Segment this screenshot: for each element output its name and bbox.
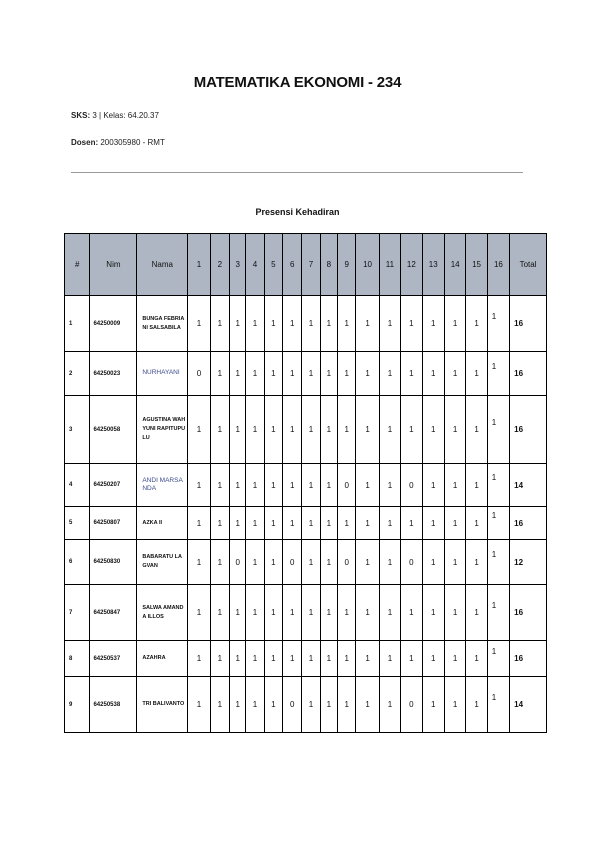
column-header: 1: [188, 234, 210, 296]
attendance-cell: 1: [246, 585, 264, 641]
attendance-cell: 1: [422, 641, 444, 677]
dosen-label: Dosen:: [71, 138, 99, 147]
attendance-cell: 1: [230, 352, 246, 396]
attendance-cell: 1: [356, 585, 379, 641]
attendance-cell: 1: [188, 296, 210, 352]
attendance-cell: 1: [401, 396, 422, 464]
attendance-value: 1: [491, 473, 497, 482]
student-nim: 64250807: [90, 507, 137, 540]
column-header: 14: [444, 234, 465, 296]
attendance-cell: 1: [230, 677, 246, 733]
sks-value: 3 | Kelas: 64.20.37: [92, 111, 159, 120]
student-name: NURHAYANI: [137, 352, 188, 396]
attendance-cell: 1: [188, 585, 210, 641]
attendance-cell: 1: [379, 540, 400, 585]
student-nim: 64250207: [90, 464, 137, 507]
attendance-cell: 1: [264, 352, 282, 396]
attendance-cell: 1: [466, 641, 487, 677]
column-header: 4: [246, 234, 264, 296]
attendance-cell: 1: [210, 464, 229, 507]
attendance-cell: 1: [283, 585, 302, 641]
attendance-cell: [487, 585, 509, 641]
attendance-cell: 1: [230, 464, 246, 507]
student-name: AZAHRA: [137, 641, 188, 677]
attendance-cell: 1: [444, 352, 465, 396]
attendance-cell: 1: [230, 585, 246, 641]
column-header: 10: [356, 234, 379, 296]
attendance-cell: 1: [320, 464, 337, 507]
attendance-cell: 1: [188, 540, 210, 585]
attendance-cell: 0: [401, 464, 422, 507]
attendance-cell: 1: [283, 396, 302, 464]
column-header: Nim: [90, 234, 137, 296]
section-title: Presensi Kehadiran: [255, 207, 340, 217]
attendance-cell: [487, 507, 509, 540]
attendance-cell: 1: [444, 464, 465, 507]
table-row: [65, 296, 547, 352]
attendance-cell: [487, 641, 509, 677]
table-row: [65, 464, 547, 507]
attendance-cell: 1: [466, 585, 487, 641]
student-nim: 64250538: [90, 677, 137, 733]
attendance-cell: 1: [466, 352, 487, 396]
divider: [71, 172, 523, 173]
row-number: 3: [65, 396, 90, 464]
sks-info: [71, 111, 159, 120]
attendance-cell: 1: [188, 396, 210, 464]
total-cell: 16: [510, 641, 547, 677]
attendance-cell: 1: [356, 352, 379, 396]
student-name: TRI BALIVANTO: [137, 677, 188, 733]
attendance-cell: 1: [210, 585, 229, 641]
attendance-cell: 1: [302, 540, 320, 585]
column-header: #: [65, 234, 90, 296]
attendance-cell: [487, 464, 509, 507]
attendance-cell: 1: [246, 507, 264, 540]
student-nim: 64250847: [90, 585, 137, 641]
attendance-cell: 1: [356, 296, 379, 352]
attendance-cell: 1: [379, 396, 400, 464]
attendance-cell: 1: [264, 677, 282, 733]
attendance-cell: 1: [264, 540, 282, 585]
attendance-cell: 1: [320, 540, 337, 585]
attendance-cell: 1: [246, 540, 264, 585]
attendance-cell: 1: [210, 540, 229, 585]
attendance-cell: 1: [444, 540, 465, 585]
attendance-cell: [487, 540, 509, 585]
attendance-cell: 1: [401, 296, 422, 352]
attendance-cell: 1: [444, 507, 465, 540]
attendance-cell: 0: [283, 540, 302, 585]
attendance-cell: 1: [188, 464, 210, 507]
attendance-cell: 1: [401, 507, 422, 540]
total-cell: 16: [510, 585, 547, 641]
table-row: [65, 540, 547, 585]
attendance-cell: 1: [356, 464, 379, 507]
total-cell: 16: [510, 396, 547, 464]
attendance-cell: 1: [379, 641, 400, 677]
attendance-cell: 1: [264, 585, 282, 641]
column-header: Nama: [137, 234, 188, 296]
attendance-cell: 1: [283, 464, 302, 507]
row-number: 2: [65, 352, 90, 396]
total-cell: 14: [510, 464, 547, 507]
attendance-cell: 1: [338, 641, 356, 677]
attendance-cell: 1: [444, 396, 465, 464]
page-title: MATEMATIKA EKONOMI - 234: [193, 74, 402, 91]
attendance-cell: 1: [356, 396, 379, 464]
attendance-cell: [487, 352, 509, 396]
attendance-cell: 1: [246, 396, 264, 464]
attendance-cell: 1: [379, 585, 400, 641]
attendance-cell: 1: [283, 507, 302, 540]
attendance-cell: 1: [188, 677, 210, 733]
attendance-cell: 0: [230, 540, 246, 585]
row-number: 4: [65, 464, 90, 507]
column-header: 3: [230, 234, 246, 296]
attendance-cell: 1: [466, 396, 487, 464]
table-row: [65, 641, 547, 677]
row-number: 1: [65, 296, 90, 352]
attendance-cell: 1: [466, 507, 487, 540]
attendance-cell: 0: [188, 352, 210, 396]
attendance-cell: 1: [379, 464, 400, 507]
attendance-cell: 1: [401, 352, 422, 396]
student-nim: 64250537: [90, 641, 137, 677]
attendance-cell: 1: [338, 352, 356, 396]
attendance-value: 1: [491, 511, 497, 520]
column-header: 8: [320, 234, 337, 296]
attendance-cell: 1: [230, 641, 246, 677]
student-nim: 64250023: [90, 352, 137, 396]
attendance-cell: 1: [302, 507, 320, 540]
column-header: 13: [422, 234, 444, 296]
attendance-cell: 1: [320, 396, 337, 464]
column-header: 7: [302, 234, 320, 296]
attendance-value: 1: [491, 361, 497, 371]
attendance-cell: 1: [356, 540, 379, 585]
attendance-cell: 1: [302, 464, 320, 507]
attendance-cell: 1: [302, 641, 320, 677]
attendance-cell: 1: [379, 296, 400, 352]
column-header: 12: [401, 234, 422, 296]
column-header: 16: [487, 234, 509, 296]
attendance-cell: [487, 677, 509, 733]
column-header: 11: [379, 234, 400, 296]
row-number: 8: [65, 641, 90, 677]
attendance-cell: 1: [264, 396, 282, 464]
attendance-cell: 1: [466, 296, 487, 352]
attendance-cell: 1: [302, 296, 320, 352]
attendance-cell: 1: [466, 540, 487, 585]
attendance-cell: 1: [379, 352, 400, 396]
row-number: 7: [65, 585, 90, 641]
column-header: 5: [264, 234, 282, 296]
sks-label: SKS:: [71, 111, 91, 120]
attendance-cell: 1: [283, 296, 302, 352]
column-header: 6: [283, 234, 302, 296]
attendance-cell: 1: [283, 352, 302, 396]
attendance-cell: 1: [264, 507, 282, 540]
column-header: 2: [210, 234, 229, 296]
attendance-cell: 1: [379, 677, 400, 733]
student-name: BABARATU LAGVAN: [137, 540, 188, 585]
attendance-cell: 1: [230, 507, 246, 540]
row-number: 6: [65, 540, 90, 585]
attendance-cell: 1: [210, 507, 229, 540]
attendance-cell: 1: [338, 677, 356, 733]
attendance-cell: 1: [210, 296, 229, 352]
attendance-cell: 1: [302, 677, 320, 733]
attendance-cell: 1: [356, 507, 379, 540]
attendance-cell: 0: [401, 540, 422, 585]
attendance-cell: 1: [264, 464, 282, 507]
attendance-cell: [487, 296, 509, 352]
attendance-cell: 1: [246, 464, 264, 507]
dosen-value: 200305980 - RMT: [100, 138, 165, 147]
attendance-cell: 1: [210, 396, 229, 464]
table-row: [65, 677, 547, 733]
attendance-cell: 1: [466, 677, 487, 733]
attendance-cell: 1: [230, 396, 246, 464]
attendance-cell: 0: [401, 677, 422, 733]
attendance-cell: 1: [246, 677, 264, 733]
attendance-cell: 0: [338, 540, 356, 585]
attendance-cell: 1: [444, 296, 465, 352]
attendance-cell: 1: [264, 641, 282, 677]
attendance-cell: 1: [320, 352, 337, 396]
attendance-cell: 1: [320, 585, 337, 641]
attendance-cell: 1: [356, 677, 379, 733]
attendance-cell: 1: [422, 352, 444, 396]
attendance-cell: 1: [401, 585, 422, 641]
attendance-cell: 1: [210, 677, 229, 733]
total-cell: 16: [510, 352, 547, 396]
student-nim: 64250058: [90, 396, 137, 464]
table-body: [65, 296, 547, 733]
attendance-cell: 1: [422, 296, 444, 352]
attendance-cell: 1: [246, 296, 264, 352]
attendance-cell: 1: [338, 396, 356, 464]
attendance-cell: 1: [230, 296, 246, 352]
dosen-info: [71, 138, 165, 147]
attendance-cell: 1: [401, 641, 422, 677]
attendance-value: 1: [491, 692, 497, 702]
attendance-cell: 1: [302, 352, 320, 396]
attendance-value: 1: [491, 646, 497, 656]
attendance-cell: 1: [320, 677, 337, 733]
attendance-cell: 1: [338, 585, 356, 641]
attendance-cell: 1: [188, 641, 210, 677]
attendance-cell: 1: [444, 585, 465, 641]
attendance-cell: 1: [264, 296, 282, 352]
student-name: ANDI MARSANDA: [137, 464, 188, 507]
attendance-cell: 0: [283, 677, 302, 733]
student-name: AZKA II: [137, 507, 188, 540]
table-row: [65, 352, 547, 396]
total-cell: 14: [510, 677, 547, 733]
attendance-value: 1: [491, 600, 497, 610]
attendance-cell: 1: [246, 641, 264, 677]
table-header-row: [65, 234, 547, 296]
attendance-cell: 1: [302, 396, 320, 464]
attendance-cell: 1: [422, 585, 444, 641]
column-header: 9: [338, 234, 356, 296]
student-name: AGUSTINA WAHYUNI RAPITUPULU: [137, 396, 188, 464]
attendance-cell: 1: [466, 464, 487, 507]
total-cell: 16: [510, 507, 547, 540]
attendance-cell: 1: [246, 352, 264, 396]
attendance-cell: 1: [422, 677, 444, 733]
attendance-cell: 1: [188, 507, 210, 540]
attendance-cell: 1: [320, 296, 337, 352]
attendance-cell: 1: [320, 641, 337, 677]
student-name: BUNGA FEBRIANI SALSABILA: [137, 296, 188, 352]
attendance-value: 1: [491, 417, 497, 427]
total-cell: 12: [510, 540, 547, 585]
attendance-cell: 1: [356, 641, 379, 677]
attendance-value: 1: [491, 311, 497, 321]
attendance-table: [64, 233, 547, 733]
attendance-cell: 0: [338, 464, 356, 507]
attendance-cell: 1: [422, 540, 444, 585]
table-row: [65, 585, 547, 641]
total-cell: 16: [510, 296, 547, 352]
attendance-cell: 1: [338, 507, 356, 540]
attendance-value: 1: [491, 550, 497, 559]
student-nim: 64250009: [90, 296, 137, 352]
attendance-cell: 1: [422, 396, 444, 464]
row-number: 5: [65, 507, 90, 540]
student-name: SALWA AMANDA ILLOS: [137, 585, 188, 641]
attendance-cell: 1: [422, 464, 444, 507]
table-row: [65, 507, 547, 540]
attendance-cell: 1: [422, 507, 444, 540]
attendance-cell: 1: [338, 296, 356, 352]
student-nim: 64250830: [90, 540, 137, 585]
row-number: 9: [65, 677, 90, 733]
column-header: Total: [510, 234, 547, 296]
attendance-cell: 1: [210, 641, 229, 677]
column-header: 15: [466, 234, 487, 296]
attendance-cell: 1: [283, 641, 302, 677]
attendance-cell: 1: [320, 507, 337, 540]
attendance-cell: 1: [379, 507, 400, 540]
attendance-cell: [487, 396, 509, 464]
attendance-cell: 1: [444, 641, 465, 677]
attendance-cell: 1: [302, 585, 320, 641]
attendance-cell: 1: [444, 677, 465, 733]
table-row: [65, 396, 547, 464]
attendance-cell: 1: [210, 352, 229, 396]
